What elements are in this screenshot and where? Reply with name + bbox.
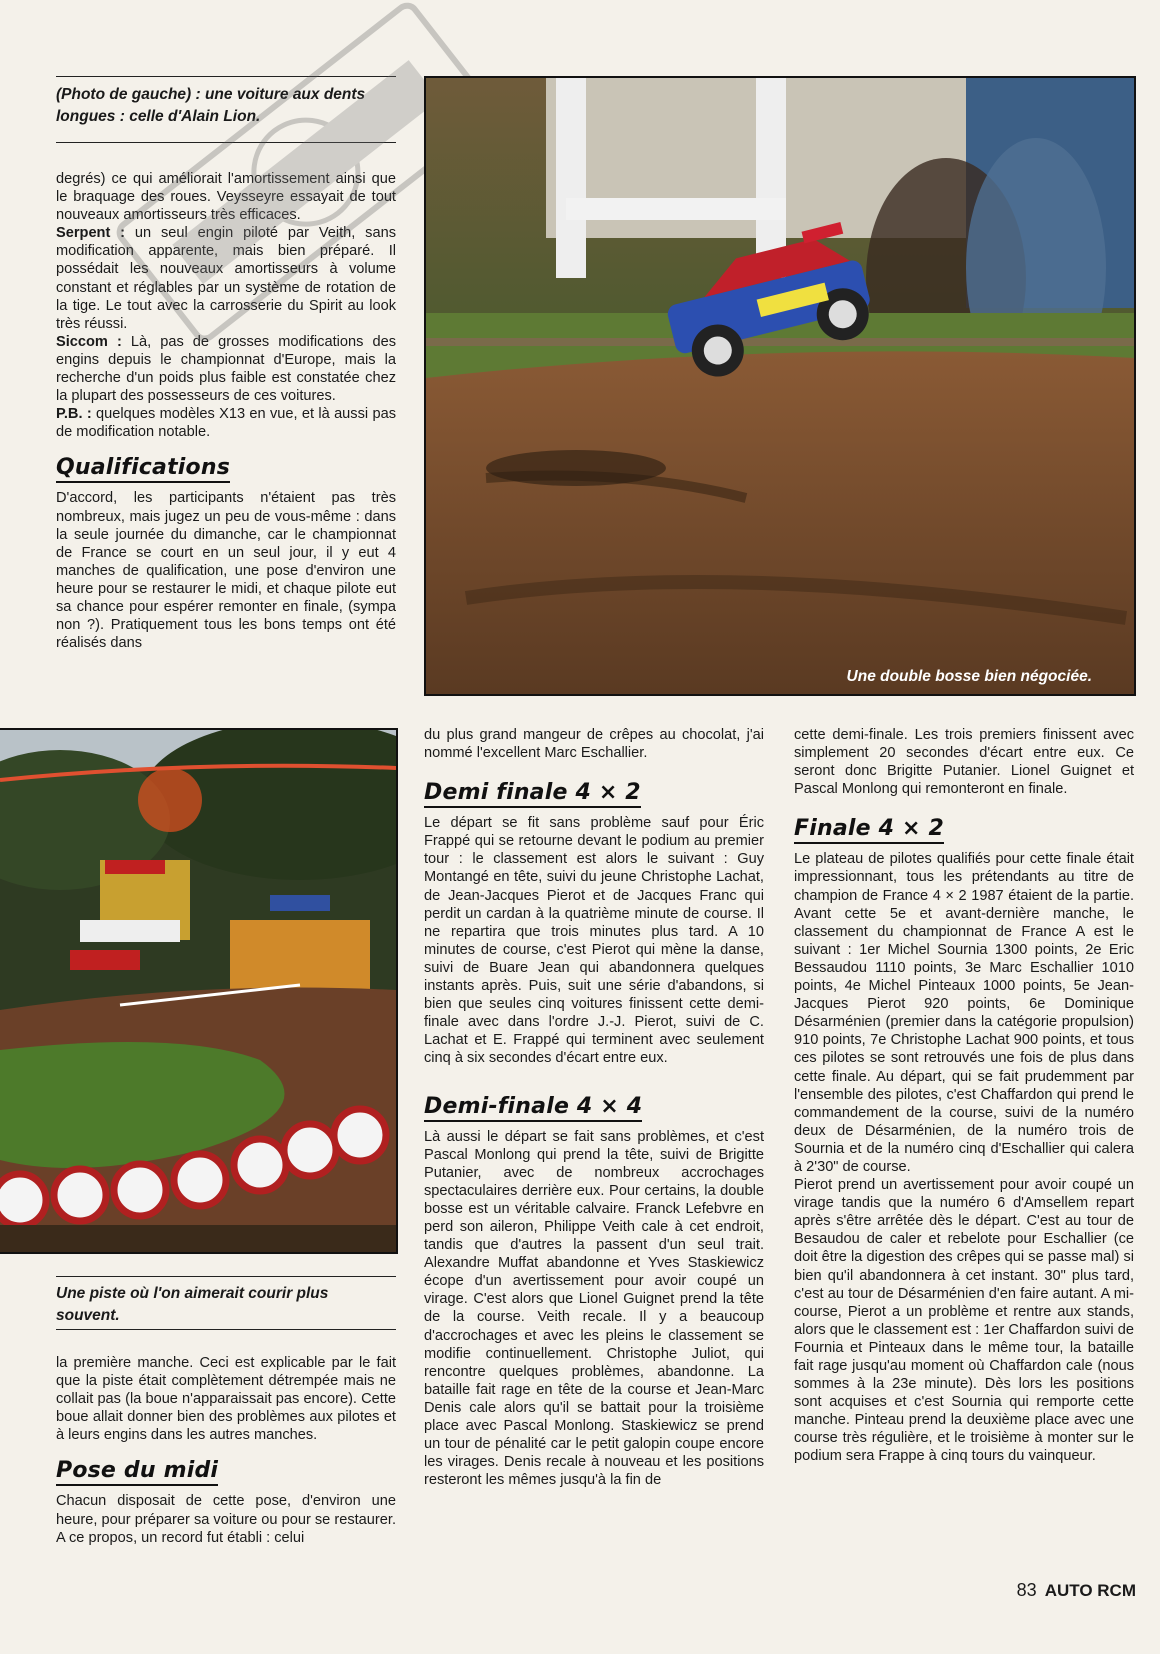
heading-demi-finale-4x4: Demi-finale 4 × 4 [424, 1094, 642, 1122]
heading-demi-finale-4x2: Demi finale 4 × 2 [424, 780, 641, 808]
page-footer [1017, 1580, 1136, 1601]
paragraph-amortissement: degrés) ce qui améliorait l'amortissement ainsi que le braquage des roues. Veysseyre essayait de tout nouveaux amortisseurs très efficaces. [56, 171, 396, 224]
paragraph-siccom: Siccom : Là, pas de grosses modifications des engins depuis le championnat d'Europe, mais la recherche d'un poids plus faible est constatée chez la plupart des possesseurs de ces voitures. [56, 333, 396, 405]
paragraph-premiere-manche: la première manche. Ceci est explicable par le fait que la piste était complètement détrempée mais ne collait pas (la boue n'apparaissait pas encore). Cette boue allait donner bien des problèmes aux pilotes et à leurs engins dans les autres manches. [56, 1355, 396, 1444]
heading-pose-du-midi: Pose du midi [56, 1458, 218, 1486]
left-column-top [56, 170, 396, 652]
photo-right-caption: Une double bosse bien négociée. [846, 668, 1092, 685]
buggy-jump-image [426, 78, 1134, 694]
left-photo-caption: Une piste où l'on aimerait courir plus souvent. [56, 1285, 329, 1324]
right-column [794, 726, 1134, 1466]
left-column-bottom [56, 1354, 396, 1547]
paragraph-fin-demi: cette demi-finale. Les trois premiers finissent avec simplement 20 secondes d'écart entre eux. Ce seront donc Brigitte Putanier. Lionel Guignet et Pascal Monlong qui remonteront en finale. [794, 727, 1134, 798]
top-left-caption: (Photo de gauche) : une voiture aux dents longues : celle d'Alain Lion. [56, 86, 366, 125]
magazine-name: AUTO RCM [1044, 1581, 1136, 1600]
paragraph-pose: Chacun disposait de cette pose, d'environ une heure, pour préparer sa voiture ou pour se restaurer. A ce propos, un record fut établi : celui [56, 1493, 396, 1546]
photo-double-bosse [424, 76, 1136, 696]
middle-column [424, 726, 764, 1489]
track-image [0, 730, 396, 1252]
caption-rule-left-bottom [56, 1329, 396, 1330]
page-number: 83 [1016, 1580, 1037, 1600]
heading-finale-4x2: Finale 4 × 2 [794, 816, 944, 844]
heading-qualifications: Qualifications [56, 455, 230, 483]
paragraph-demi-4x2: Le départ se fit sans problème sauf pour Éric Frappé qui se retourne devant le podium au premier tour : le classement est alors le suivant : Guy Montangé en tête, suivi du jeune Christophe Lachat, de Jean-Jacques Pierot et de Jacques Franc qui perdit un cardan à la quatrième minute de course. Il ne repartira que trois minutes plus tard. A 10 minutes de course, c'est Pierot qui mène la danse, suivi de Buare Jean qui abandonnera quelques instants après. Puis, suit une série d'abandons, si bien que seules cinq voitures finissent cette demi-finale avec dans l'ordre J.-J. Pierot, suivi de C. Lachat et E. Frappé qui terminent avec seulement cinq à six secondes d'écart entre eux. [424, 815, 764, 1067]
paragraph-demi-4x4: Là aussi le départ se fait sans problèmes, et c'est Pascal Monlong qui prend la tête, suivi de Brigitte Putanier, avec de nombreux accrochages spectaculaires derrière eux. Pour certains, la double bosse est un véritable calvaire. Franck Lefebvre en perd son aileron, Philippe Veith cale à cet endroit, tandis que d'autres la passent d'un seul trait. Alexandre Muffat abandonne et Yves Staskiewicz écope d'un avertissement pour avoir coupé un virage. C'est alors que Lionel Guignet prend la tête de la course. Veith recale. Il y a beaucoup d'accrochages et avec les pleins le classement se modifie continuellement. Christophe Juliot, qui rencontre quelques problèmes, abandonne. La bataille fait rage en tête de la course et Jean-Marc Denis cale alors qu'il se battait pour la troisième place avec Pascal Monlong. Staskiewicz se prend un tour de pénalité car le petit galopin coupe encore les virages. Denis recale à nouveau et les positions resteront les mêmes jusqu'à la fin de [424, 1128, 764, 1489]
paragraph-finale-2: Pierot prend un avertissement pour avoir coupé un virage tandis que la numéro 6 d'Amsellem repart après s'être arrêtée dès le départ. C'est au tour de Besaudou de caler et rebelote pour Eschallier (ce doit être la digestion des crêpes qui se passe mal) si bien qu'il abandonnera à cet instant. 30" plus tard, c'est au tour de Désarménien d'en faire autant. A mi-course, Pierot a un problème et rentre aux stands, alors que le classement est : 1er Chaffardon suivi de Fournia et Pinteaux dans le même tour, la bataille fait rage jusqu'au moment où Chaffardon cale (nous sommes à la 23e minute). Dès lors les positions sont acquises et c'est Sournia qui remporte cette manche. Pinteau prend la deuxième place avec une course très régulière, et le troisième à monter sur le podium sera Frappe à cinq tours du vainqueur. [794, 1177, 1134, 1465]
paragraph-pb: P.B. : quelques modèles X13 en vue, et là aussi pas de modification notable. [56, 406, 396, 441]
caption-rule-left-top [56, 1276, 396, 1277]
paragraph-crepes: du plus grand mangeur de crêpes au chocolat, j'ai nommé l'excellent Marc Eschallier. [424, 727, 764, 762]
caption-rule-top [56, 76, 396, 77]
photo-piste [0, 728, 398, 1254]
paragraph-serpent: Serpent : un seul engin piloté par Veith, sans modification apparente, mais bien préparé. Il possédait les nouveaux amortisseurs à volume constant et réglables par un système de rotation de la tige. Le tout avec la carrosserie du Spirit au look très réussi. [56, 225, 396, 332]
paragraph-finale-1: Le plateau de pilotes qualifiés pour cette finale était impressionnant, tous les prétendants au titre de champion de France 4 × 2 1987 étaient de la partie. Avant cette 5e et avant-dernière manche, le classement du championnat de France A est le suivant : 1er Michel Sournia 1300 points, 2e Eric Bessaudou 1110 points, 3e Marc Eschallier 1010 points, 4e Michel Pinteaux 1000 points, 5e Jean-Jacques Pierot 920 points, 6e Dominique Désarménien (premier dans la catégorie propulsion) 910 points, 7e Christophe Lachat 900 points, et tous ces pilotes se sont retrouvés une fois de plus dans cette finale. Au départ, qui se fait prudemment par l'ensemble des pilotes, c'est Chaffardon qui prend le commandement de la course, suivi de la numéro deux de Désarménien, de la numéro trois de Sournia et de la numéro cinq d'Eschallier qui calera à 2'30" de course. [794, 851, 1134, 1175]
caption-rule-bottom [56, 142, 396, 143]
paragraph-qualifications: D'accord, les participants n'étaient pas très nombreux, mais jugez un peu de vous-même : dans la seule journée du dimanche, car le championnat de France se court en un seul jour, il y eut 4 manches de qualification, une pose d'environ une heure pour se restaurer le midi, et chaque pilote eut sa chance pour espérer remonter en finale, (sympa non ?). Pratiquement tous les bons temps ont été réalisés dans [56, 490, 396, 652]
